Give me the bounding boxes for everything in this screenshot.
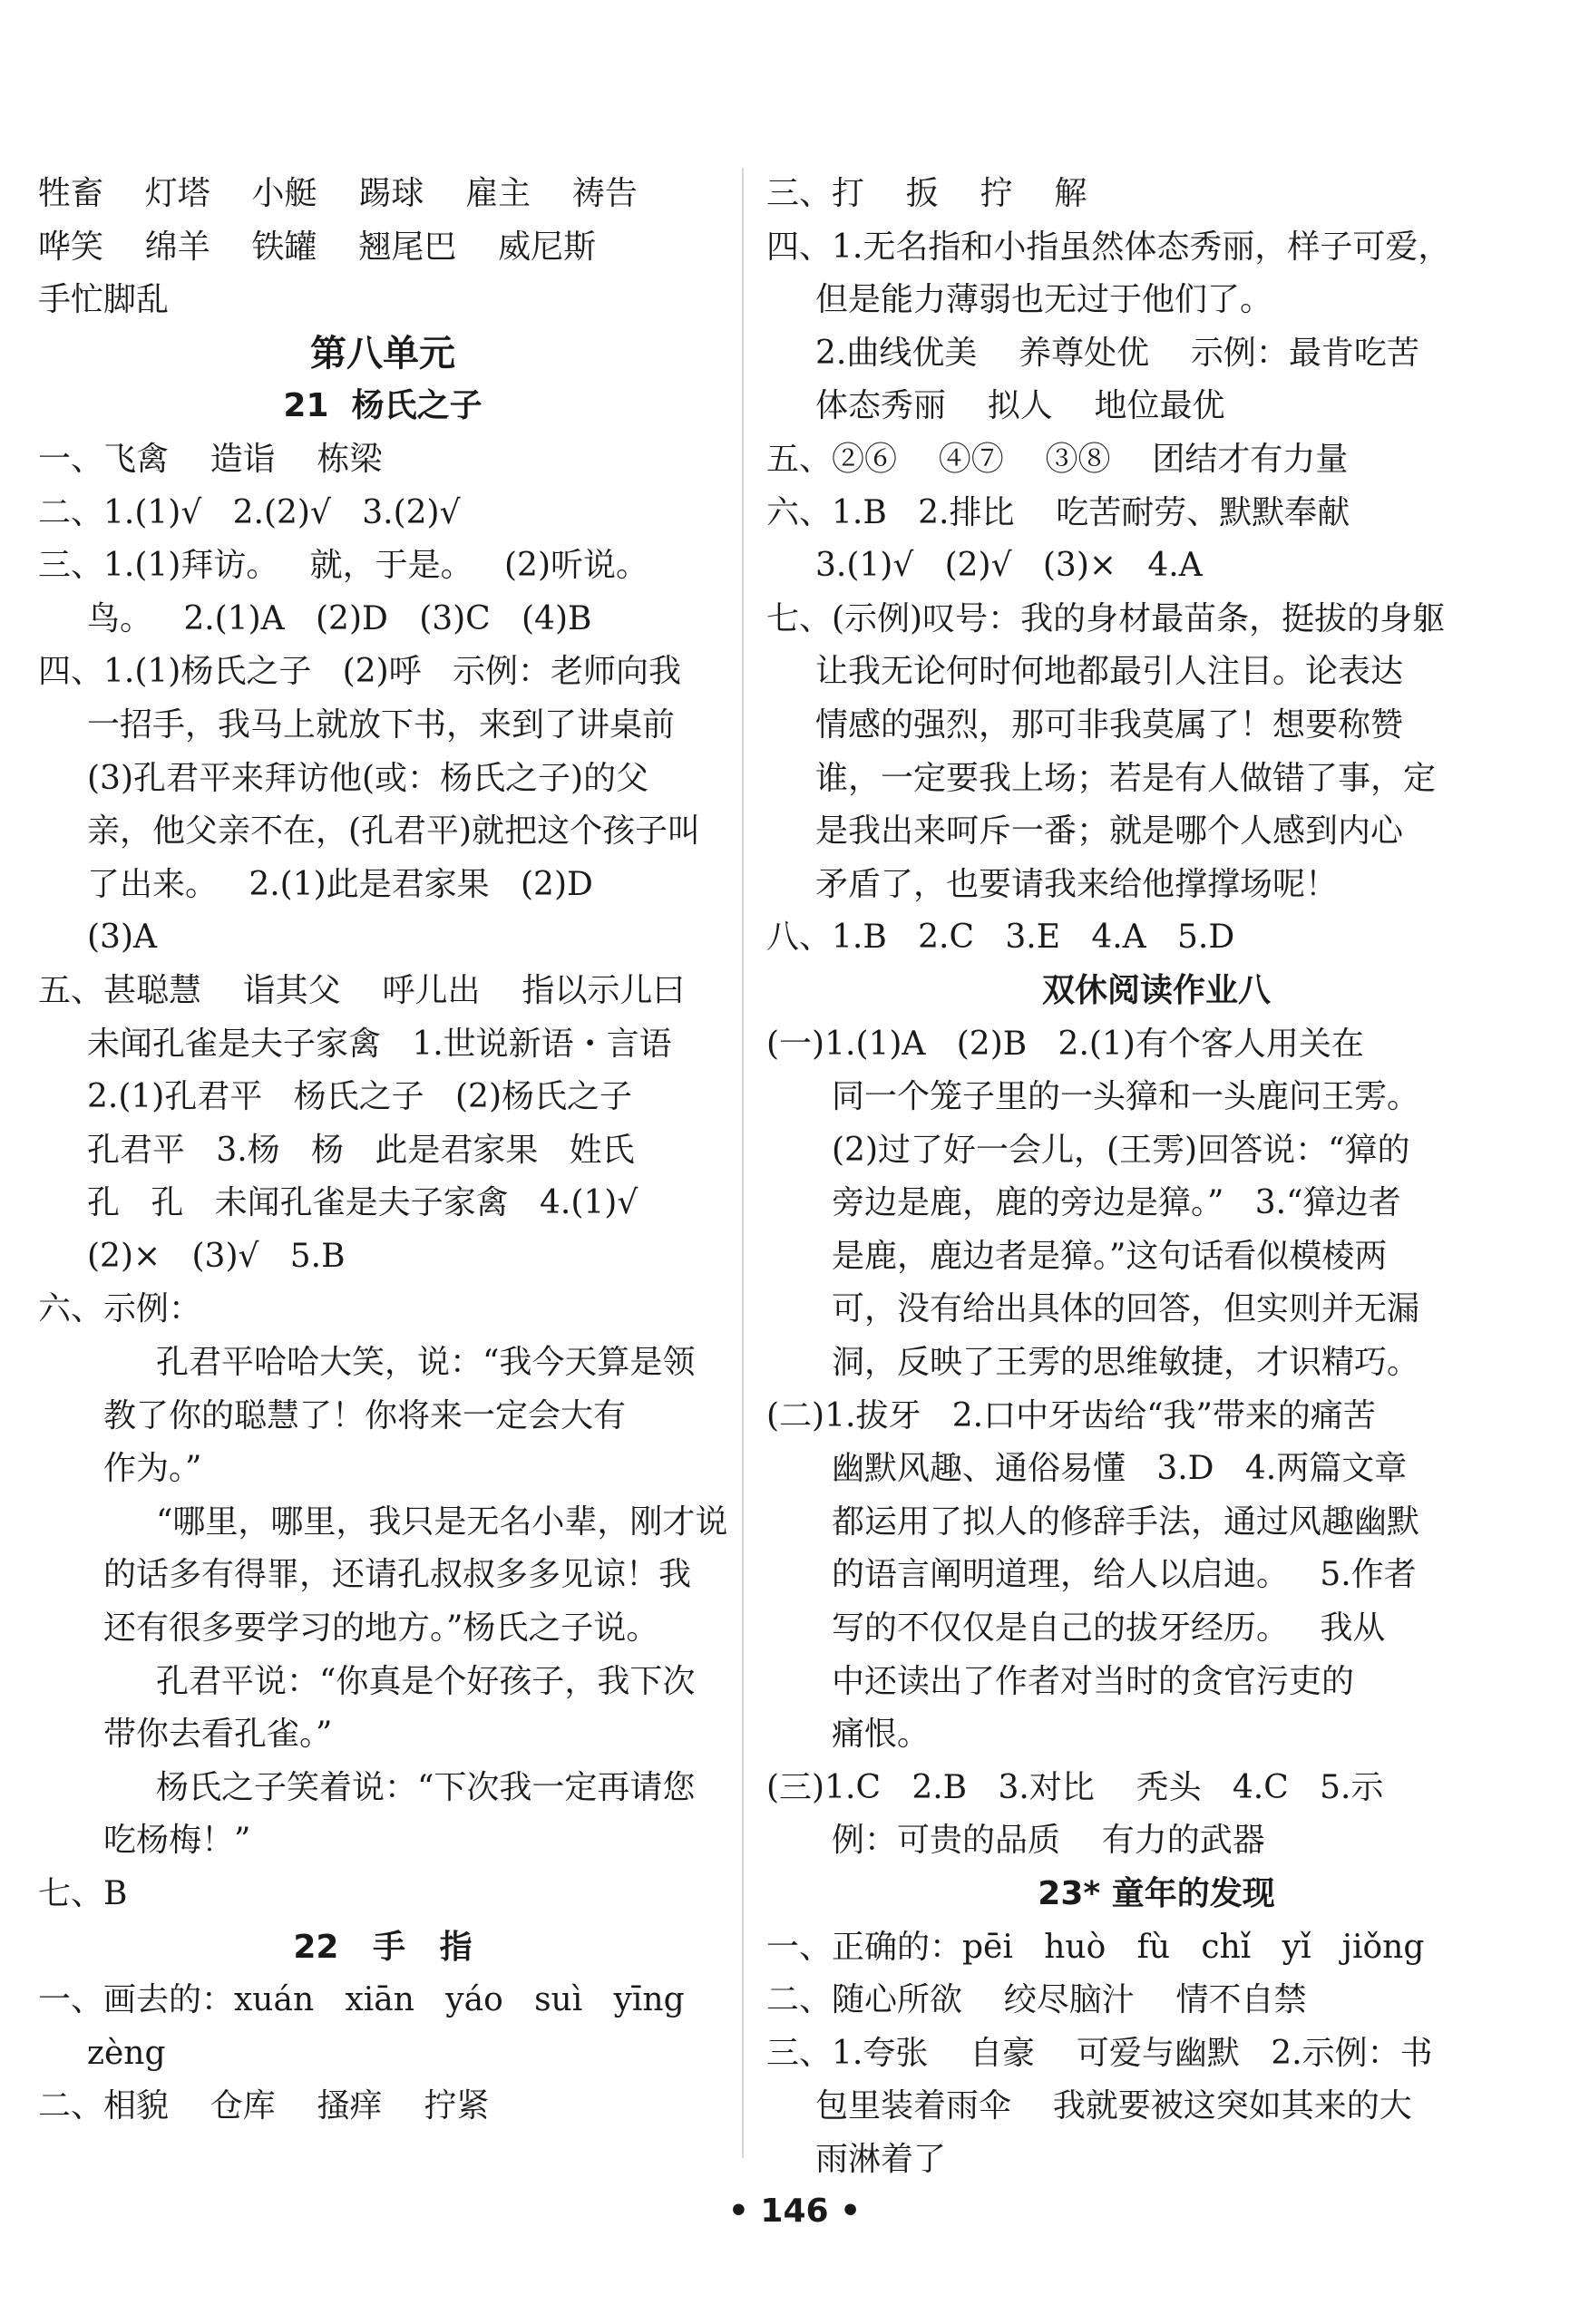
section-title: 22 手 指: [293, 1928, 473, 1966]
right-answer-line: (一)1.(1)A (2)B 2.(1)有个客人用关在: [766, 1025, 1364, 1063]
left-answer-line: 七、B: [38, 1875, 128, 1912]
left-answer-line: 了出来。 2.(1)此是君家果 (2)D: [87, 865, 593, 903]
left-answer-line: 一、画去的：xuán xiān yáo suì yīng: [38, 1981, 685, 2019]
right-answer-line: 同一个笼子里的一头獐和一头鹿问王雱。: [832, 1078, 1420, 1116]
right-answer-line: 都运用了拟人的修辞手法，通过风趣幽默: [832, 1502, 1420, 1541]
left-answer-line: 二、相貌 仓库 搔痒 拧紧: [38, 2087, 490, 2125]
right-answer-line: 四、1.无名指和小指虽然体态秀丽，样子可爱，: [766, 228, 1451, 266]
left-answer-line: 五、甚聪慧 诣其父 呼儿出 指以示儿曰: [38, 971, 686, 1009]
right-answer-line: 2.曲线优美 养尊处优 示例：最肯吃苦: [815, 334, 1419, 372]
right-answer-line: 矛盾了，也要请我来给他撑撑场呢！: [815, 865, 1339, 903]
right-answer-line: 六、1.B 2.排比 吃苦耐劳、默默奉献: [766, 493, 1350, 531]
left-answer-line: 未闻孔雀是夫子家禽 1.世说新语・言语: [87, 1025, 672, 1063]
left-answer-line: 四、1.(1)杨氏之子 (2)呼 示例：老师向我: [38, 653, 681, 691]
right-answer-line: (二)1.拔牙 2.口中牙齿给“我”带来的痛苦: [766, 1396, 1376, 1434]
left-answer-line: 三、1.(1)拜访。 就，于是。 (2)听说。: [38, 547, 648, 585]
right-answer-line: 八、1.B 2.C 3.E 4.A 5.D: [766, 919, 1235, 957]
left-answer-line: 孔君平说：“你真是个好孩子，我下次: [156, 1662, 696, 1700]
left-answer-line: (3)孔君平来拜访他(或：杨氏之子)的父: [87, 759, 649, 797]
left-answer-line: 杨氏之子笑着说：“下次我一定再请您: [156, 1768, 696, 1806]
left-answer-line: 鸟。 2.(1)A (2)D (3)C (4)B: [87, 599, 592, 637]
left-answer-line: 手忙脚乱: [38, 281, 170, 319]
right-answer-line: 让我无论何时何地都最引人注目。论表达: [815, 653, 1404, 691]
left-answer-line: “哪里，哪里，我只是无名小辈，刚才说: [156, 1502, 728, 1541]
left-answer-line: 哗笑 绵羊 铁罐 翘尾巴 威尼斯: [38, 228, 597, 266]
right-answer-line: 二、随心所欲 绞尽脑汁 情不自禁: [766, 1981, 1307, 2019]
right-answer-line: 一、正确的：pēi huò fù chǐ yǐ jiǒng: [766, 1928, 1425, 1966]
left-answer-line: 的话多有得罪，还请孔叔叔多多见谅！我: [103, 1556, 692, 1594]
section-title: 第八单元: [310, 332, 455, 374]
right-answer-line: 包里装着雨伞 我就要被这突如其来的大: [815, 2087, 1412, 2125]
section-title: 23* 童年的发现: [1038, 1875, 1275, 1912]
left-answer-line: zèng: [87, 2034, 166, 2072]
right-answer-line: 但是能力薄弱也无过于他们了。: [815, 281, 1273, 319]
right-answer-line: 中还读出了作者对当时的贪官污吏的: [832, 1662, 1355, 1700]
left-answer-line: 带你去看孔雀。”: [103, 1716, 333, 1754]
left-column: [38, 168, 727, 2134]
left-answer-line: 六、示例：: [38, 1290, 202, 1328]
left-answer-line: 二、1.(1)√ 2.(2)√ 3.(2)√: [38, 493, 461, 531]
right-answer-line: 五、②⑥ ④⑦ ③⑧ 团结才有力量: [766, 440, 1349, 478]
right-answer-line: 写的不仅仅是自己的拔牙经历。 我从: [832, 1609, 1386, 1648]
right-answer-line: (2)过了好一会儿，(王雱)回答说：“獐的: [832, 1131, 1410, 1169]
right-answer-line: 三、打 扳 拧 解: [766, 175, 1087, 212]
page-number: • 146 •: [727, 2193, 862, 2230]
left-answer-line: 还有很多要学习的地方。”杨氏之子说。: [103, 1609, 659, 1648]
section-title: 21 杨氏之子: [283, 387, 483, 425]
right-answer-line: 的语言阐明道理，给人以启迪。 5.作者: [832, 1556, 1417, 1594]
right-answer-line: 三、1.夸张 自豪 可爱与幽默 2.示例：书: [766, 2034, 1433, 2072]
section-title: 双休阅读作业八: [1041, 971, 1271, 1009]
left-answer-line: 教了你的聪慧了！你将来一定会大有: [103, 1396, 627, 1434]
right-answer-line: 幽默风趣、通俗易懂 3.D 4.两篇文章: [832, 1450, 1408, 1488]
left-answer-line: (2)× (3)√ 5.B: [87, 1237, 346, 1275]
right-answer-line: 谁，一定要我上场；若是有人做错了事，定: [815, 759, 1437, 797]
right-answer-line: 体态秀丽 拟人 地位最优: [815, 387, 1225, 425]
right-answer-line: 雨淋着了: [815, 2140, 947, 2178]
right-answer-line: 七、(示例)叹号：我的身材最苗条，挺拔的身躯: [766, 599, 1446, 637]
left-answer-line: 孔 孔 未闻孔雀是夫子家禽 4.(1)√: [87, 1184, 639, 1222]
left-answer-line: 一、飞禽 造诣 栋梁: [38, 440, 383, 478]
column-divider: [742, 168, 744, 2158]
left-answer-line: 亲，他父亲不在，(孔君平)就把这个孩子叫: [87, 812, 701, 851]
left-answer-line: 孔君平哈哈大笑，说：“我今天算是领: [156, 1344, 696, 1382]
left-answer-line: 牲畜 灯塔 小艇 踢球 雇主 祷告: [38, 175, 638, 212]
right-answer-line: 例：可贵的品质 有力的武器: [832, 1822, 1265, 1860]
right-answer-line: 3.(1)√ (2)√ (3)× 4.A: [815, 547, 1203, 585]
right-answer-line: 是我出来呵斥一番；就是哪个人感到内心: [815, 812, 1404, 851]
right-answer-line: 旁边是鹿，鹿的旁边是獐。” 3.“獐边者: [832, 1184, 1401, 1222]
right-answer-line: 洞，反映了王雱的思维敏捷，才识精巧。: [832, 1344, 1420, 1382]
right-answer-line: 痛恨。: [832, 1716, 931, 1754]
right-answer-line: 情感的强烈，那可非我莫属了！想要称赞: [815, 705, 1404, 744]
right-answer-line: (三)1.C 2.B 3.对比 秃头 4.C 5.示: [766, 1768, 1384, 1806]
left-answer-line: 作为。”: [103, 1450, 202, 1488]
right-column: [766, 168, 1546, 2187]
left-answer-line: 吃杨梅！”: [103, 1822, 251, 1860]
right-answer-line: 是鹿，鹿边者是獐。”这句话看似模棱两: [832, 1237, 1388, 1275]
left-answer-line: (3)A: [87, 919, 157, 957]
left-answer-line: 孔君平 3.杨 杨 此是君家果 姓氏: [87, 1131, 635, 1169]
left-answer-line: 2.(1)孔君平 杨氏之子 (2)杨氏之子: [87, 1078, 632, 1116]
left-answer-line: 一招手，我马上就放下书，来到了讲桌前: [87, 705, 676, 744]
right-answer-line: 可，没有给出具体的回答，但实则并无漏: [832, 1290, 1420, 1328]
